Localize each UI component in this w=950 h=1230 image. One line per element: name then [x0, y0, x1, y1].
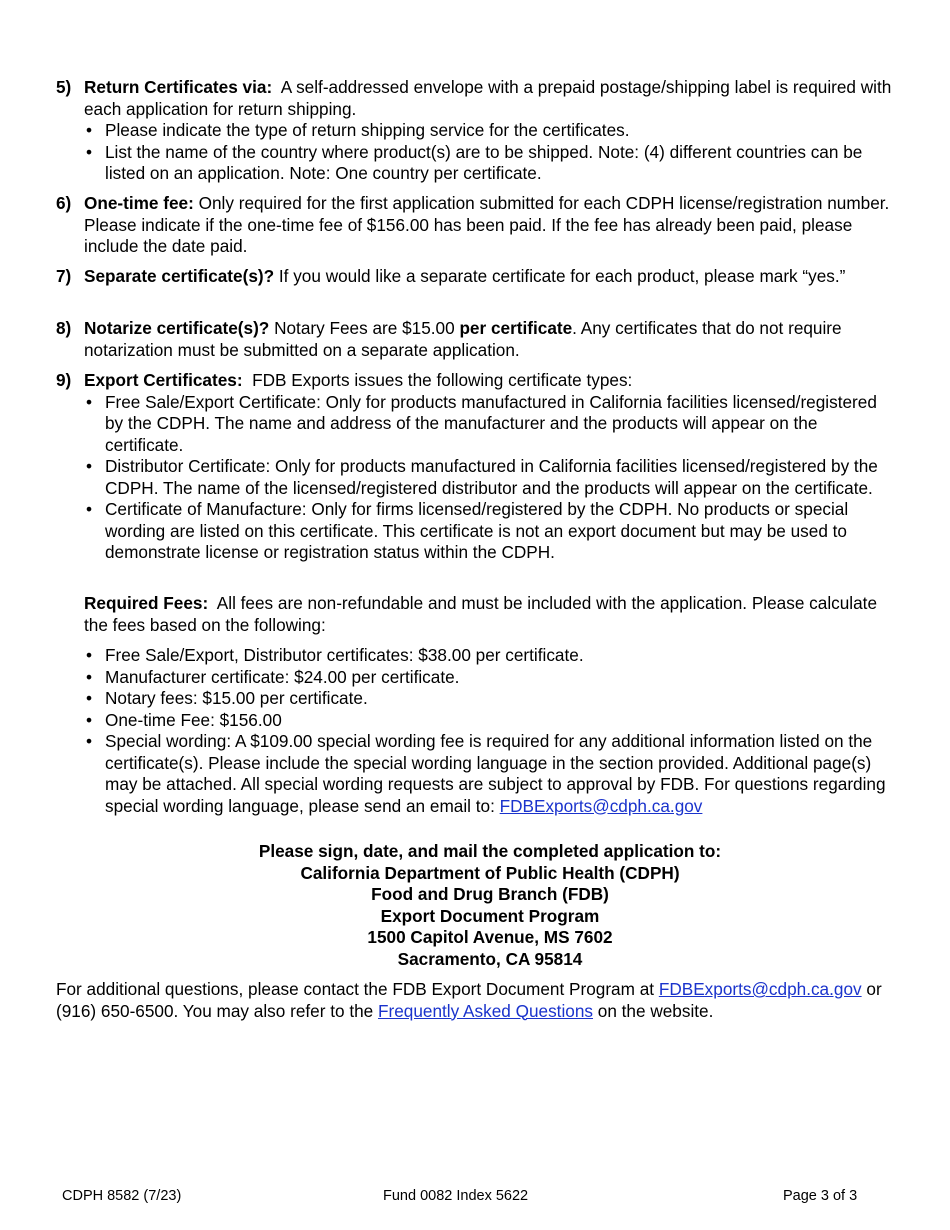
mailing-address [0, 841, 950, 970]
fees-list-container [84, 645, 896, 817]
item-title: Separate certificate(s)? [84, 266, 275, 286]
item-text: Only required for the first application submitted for each CDPH license/registration number. Please indicate if the one-time fee of $156.00 has been paid. If the fee has already been paid, please include the date paid. [84, 193, 890, 256]
item-number: 9) [56, 370, 72, 390]
list-item: • List the name of the country where product(s) are to be shipped. Note: (4) different countries can be listed on an application. Note: One country per certificate. [84, 142, 896, 185]
item-title: Return Certificates via: [84, 77, 273, 97]
contact-text: or (916) 650-6500. You may also refer to the [56, 979, 882, 1021]
list-item: • Please indicate the type of return shipping service for the certificates. [84, 120, 896, 142]
mailing-line: California Department of Public Health (CDPH) [300, 862, 680, 883]
item-number: 8) [56, 318, 72, 338]
item-title: Notarize certificate(s)? [84, 318, 270, 338]
list-item: • Notary fees: $15.00 per certificate. [84, 688, 896, 710]
contact-paragraph [56, 979, 896, 1022]
item-number: 7) [56, 266, 72, 286]
item-number: 5) [56, 77, 72, 97]
item-text: A self-addressed envelope with a prepaid postage/shipping label is required with each application for return shipping. [84, 77, 892, 119]
list-item [84, 731, 896, 817]
faq-link[interactable]: Frequently Asked Questions [378, 1000, 593, 1021]
special-wording-email-link[interactable]: FDBExports@cdph.ca.gov [499, 795, 703, 816]
mailing-line: Export Document Program [380, 905, 600, 926]
bullet-list [84, 392, 896, 564]
list-item: • Manufacturer certificate: $24.00 per certificate. [84, 667, 896, 689]
required-fees-text: All fees are non-refundable and must be included with the application. Please calculate the fees based on the following: [84, 593, 878, 635]
item-text: . Any certificates that do not require notarization must be submitted on a separate application. [84, 318, 842, 360]
item-export-certificates [56, 370, 896, 564]
footer-page-number: Page 3 of 3 [783, 1188, 858, 1204]
mailing-line: Please sign, date, and mail the completed application to: [258, 841, 722, 861]
item-text: Notary Fees are $15.00 [274, 318, 455, 338]
footer-form-id: CDPH 8582 (7/23) [62, 1188, 182, 1204]
fees-list [84, 645, 896, 817]
contact-text: on the website. [597, 1000, 714, 1021]
item-notarize-certificates [56, 318, 896, 361]
list-item: • Free Sale/Export Certificate: Only for products manufactured in California facilities licensed/registered by the CDPH. The name and address of the manufacturer and the products will appear on the certificate. [84, 392, 896, 457]
item-separate-certificates [56, 266, 896, 288]
item-one-time-fee [56, 193, 896, 258]
bullet-list [84, 120, 896, 185]
mailing-line: Food and Drug Branch (FDB) [371, 884, 609, 904]
item-text: FDB Exports issues the following certificate types: [252, 370, 633, 390]
mailing-line: 1500 Capitol Avenue, MS 7602 [367, 927, 613, 947]
list-item: • Distributor Certificate: Only for products manufactured in California facilities licensed/registered by the CDPH. The name of the licensed/registered distributor and the products will appear on the certificate. [84, 456, 896, 499]
item-text: If you would like a separate certificate for each product, please mark “yes.” [278, 266, 846, 286]
item-number: 6) [56, 193, 72, 213]
contact-email-link[interactable]: FDBExports@cdph.ca.gov [658, 979, 862, 999]
required-fees-title: Required Fees: [84, 593, 209, 613]
footer-fund: Fund 0082 Index 5622 [383, 1188, 529, 1204]
item-title: One-time fee: [84, 193, 194, 213]
item-title: Export Certificates: [84, 370, 243, 390]
contact-text: For additional questions, please contact the FDB Export Document Program at [56, 979, 655, 999]
list-item: • Free Sale/Export, Distributor certificates: $38.00 per certificate. [84, 645, 896, 667]
mailing-line: Sacramento, CA 95814 [397, 948, 583, 969]
list-item: • One-time Fee: $156.00 [84, 710, 896, 732]
special-wording-text: Special wording: A $109.00 special wording fee is required for any additional information listed on the certificate(s). Please include the special wording language in the section provided. Additional page(s) may be attached. All special wording requests are subject to approval by FDB. For questions regarding special wording language, please send an email to: [105, 731, 886, 816]
list-item: • Certificate of Manufacture: Only for firms licensed/registered by the CDPH. No products or special wording are listed on this certificate. This certificate is not an export document but may be used to demonstrate license or registration status within the CDPH. [84, 499, 896, 564]
item-return-certificates [56, 77, 896, 185]
required-fees-intro [84, 593, 896, 636]
item-text-emphasis: per certificate [459, 318, 573, 338]
